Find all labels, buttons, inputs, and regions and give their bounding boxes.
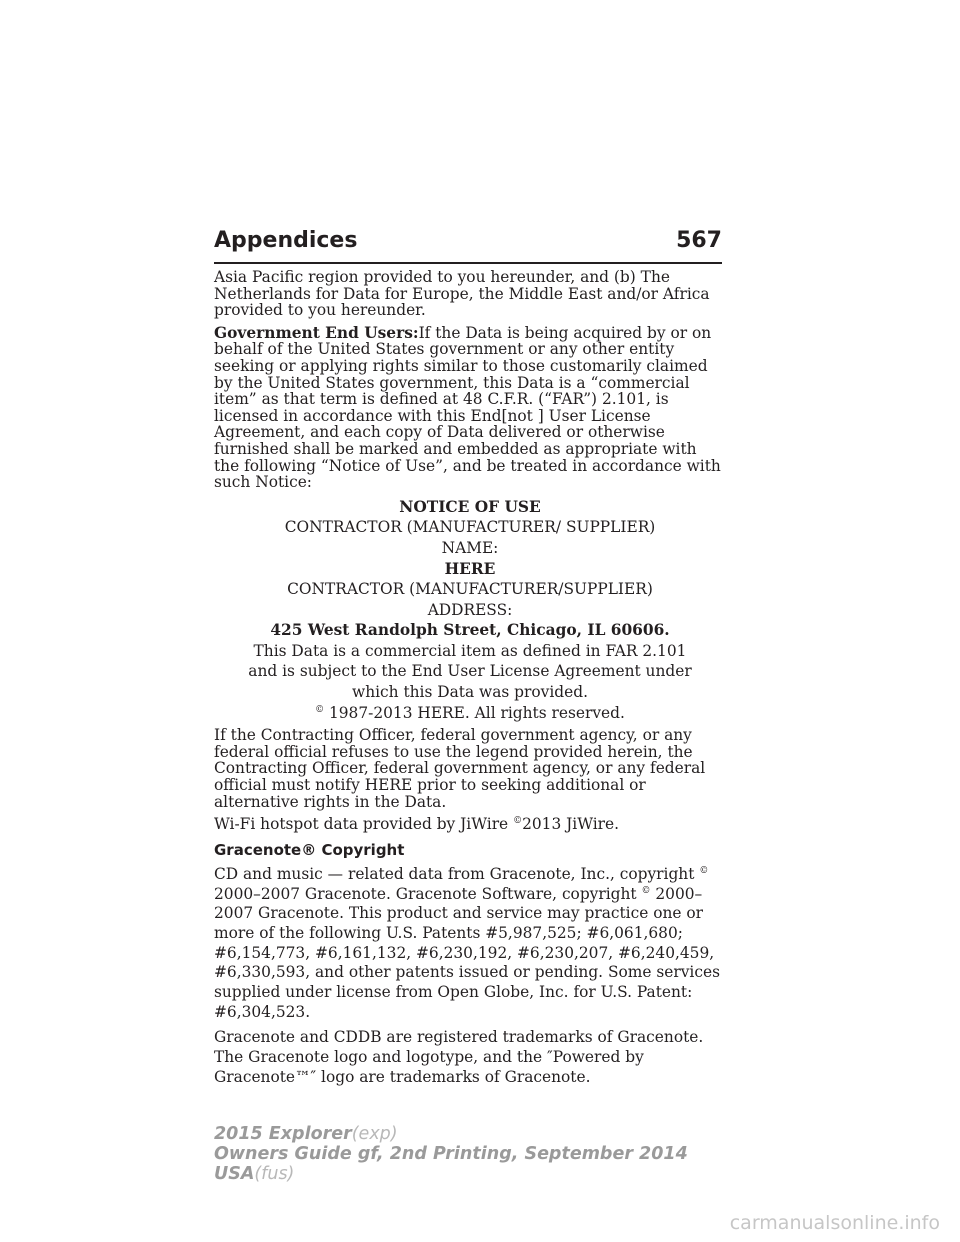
page-footer [214,1124,688,1184]
contracting-officer-paragraph: If the Contracting Officer, federal government agency, or any federal official refuses to use the legend provided herein, the Contracting Officer, federal government agency, or any federal official must notify HERE prior to seeking additional or alternative rights in the Data. [214,726,706,811]
footer-guide-line: Owners Guide gf, 2nd Printing, September 2014 [214,1144,688,1164]
notice-of-use-block [214,497,726,724]
name-value: HERE [444,559,496,578]
footer-model-line: 2015 Explorer(exp) [214,1124,398,1144]
page-header [214,226,722,256]
notice-copyright: © 1987-2013 HERE. All rights reserved. [315,703,625,722]
notice-line-2: and is subject to the End User License Agreement under [248,662,692,681]
intro-paragraph: Asia Pacific region provided to you hereunder, and (b) The Netherlands for Data for Europe, the Middle East and/or Africa provided to you hereunder. [214,268,710,320]
watermark: carmanualsonline.info [729,1212,940,1234]
contractor-address-label: CONTRACTOR (MANUFACTURER/SUPPLIER) [287,580,653,599]
copyright-symbol: © [641,885,651,896]
contractor-name-label: CONTRACTOR (MANUFACTURER/ SUPPLIER) [284,518,656,537]
gracenote-paragraph-2: Gracenote and CDDB are registered trademarks of Gracenote. The Gracenote logo and logotype, and the ″Powered by Gracenote™″ logo are trademarks of Gracenote. [214,1028,704,1086]
page-number: 567 [676,228,722,253]
copyright-symbol: © [315,704,325,715]
notice-line-1: This Data is a commercial item as defined in FAR 2.101 [253,641,687,660]
gracenote-section [214,865,726,1088]
notice-line-3: which this Data was provided. [352,683,588,702]
government-end-users-paragraph [214,325,726,491]
gracenote-heading: Gracenote® Copyright [214,840,405,859]
notice-title: NOTICE OF USE [399,497,541,516]
name-label: NAME: [441,538,499,557]
page-body [214,269,726,1094]
copyright-symbol: © [513,816,523,827]
wifi-paragraph: Wi-Fi hotspot data provided by JiWire ©2013 JiWire. [214,815,620,834]
copyright-symbol: © [699,865,709,876]
gracenote-paragraph-1: CD and music — related data from Gracenote, Inc., copyright © 2000–2007 Gracenote. Gracenote Software, copyright © 2000–2007 Gracenote. This product and service may practice one or more of the following U.S. Patents #5,987,525; #6,061,680; #6,154,773, #6,161,132, #6,230,192, #6,230,207, #6,240,459, #6,330,593, and other patents issued or pending. Some services supplied under license from Open Globe, Inc. for U.S. Patent: #6,304,523. [214,864,720,1021]
government-end-users-label: Government End Users: [214,323,419,342]
header-divider [214,262,722,264]
address-value: 425 West Randolph Street, Chicago, IL 60606. [270,621,670,640]
footer-country-line: USA(fus) [214,1164,295,1184]
government-end-users-text: If the Data is being acquired by or on behalf of the United States government or any other entity seeking or applying rights similar to those customarily claimed by the United States government, this Data is a “commercial item” as that term is defined at 48 C.F.R. (“FAR”) 2.101, is licensed in accordance with this End[not ] User License Agreement, and each copy of Data delivered or otherwise furnished shall be marked and embedded as appropriate with the following “Notice of Use”, and be treated in accordance with such Notice: [214,323,721,492]
address-label: ADDRESS: [427,600,513,619]
section-title: Appendices [214,228,358,253]
